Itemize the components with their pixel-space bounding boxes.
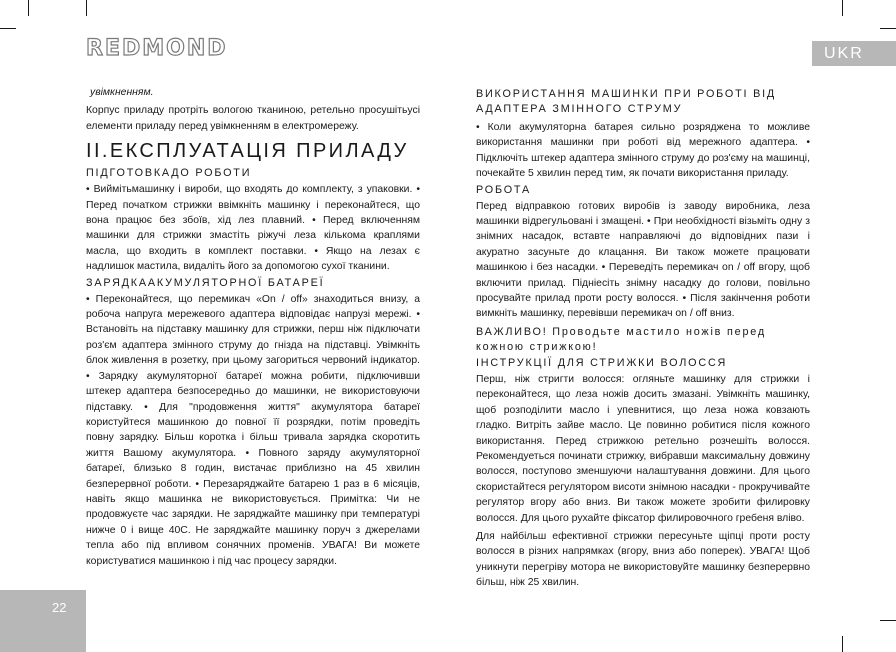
lead-text: увімкненням. bbox=[90, 87, 154, 98]
crop-mark bbox=[842, 0, 843, 16]
crop-mark bbox=[86, 0, 87, 16]
work-paragraph: Перед відправкою готових виробів із заводу виробника, леза машинки відрегульовані і змащені. • При необхідності візьміть одну з знімних насадок, вставте направляючі до відповідних пази і акуратно засуньте до клацання. Ви також можете працювати машинкою і без насадки. • Переведіть перемикач on / off вгору, щоб включити прилад. Підніесіть знімну насадку до голови, повільно просувайте прилад проти росту волосся. • Після закінчення роботи вимкніть машинку, перевівши перемикач on / off вниз. bbox=[476, 200, 810, 320]
heading-instructions: ІНСТРУКЦІЇ ДЛЯ СТРИЖКИ ВОЛОССЯ bbox=[476, 356, 728, 369]
heading-charging: ЗАРЯДКААКУМУЛЯТОРНОЇ БАТАРЕЇ bbox=[86, 276, 325, 289]
instructions-paragraph: Перш, ніж стригти волосся: огляньте машинку для стрижки і переконайтеся, що леза ножів досить змазані. Увімкніть машинку, щоб розподілити масло і упевнитися, що леза ножа ковзають гладко. Витріть зайве масло. Це повинно робитися після кожного використання. Перед стрижкою ретельно розчешіть волосся. Рекомендуеться починати стрижку, вибравши максимальну довжину волосся, поступово зменшуючи налаштування довжини. Для цього скористайтеся регулятором висоти знімною насадки - прокручивайте регулятор вгору або вниз. Ви також можете зробити филировку волосся. Для цього рухайте фіксатор филировочного гребеня вліво. bbox=[476, 373, 810, 524]
left-column bbox=[86, 85, 420, 569]
preparation-paragraph: • Виймітьмашинку і вироби, що входять до комплекту, з упаковки. • Перед початком стрижки ввімкніть машинку і переконайтеся, що вона працює без збоїв, хід лез плавний. • Перед включенням машинки для стрижки змастіть ріжучі леза кількома краплями масла, що входить в комплект поставки. • Якщо на лезах є надлишок мастила, видаліть його за допомогою сухої тканини. bbox=[86, 184, 420, 273]
crop-mark bbox=[0, 28, 16, 29]
cleaning-paragraph: Корпус приладу протріть вологою тканиною, ретельно просушітьусі елементи приладу перед увімкненням в електромережу. bbox=[86, 105, 420, 132]
crop-mark bbox=[842, 636, 843, 652]
footer-band bbox=[0, 590, 86, 652]
crop-mark bbox=[28, 0, 29, 16]
charging-paragraph: • Переконайтеся, що перемикач «On / off» знаходиться внизу, а робоча напруга мережевого адаптера відповідає напрузі мережі. • Встановіть на підставку машинку для стрижки, перш ніж підключати роз'єм адаптера змінного струму до гнізда на підставці. Увімкніть блок живлення в розетку, при цьому загориться червоний індикатор. • Зарядку акумуляторної батареї можна робити, підключивши штекер адаптера безпосередньо до машинки, не використовуючи підставку. • Для "продовження життя" акумулятора батареї користуйтеся машинкою до повної її розрядки, потім проведіть повну зарядку. Більш коротка і більш тривала зарядка скоротить життя Вашому акумулятора. • Повного заряду акумуляторної батареї, близько 8 годин, вистачає приблизно на 45 хвилин безперервної роботи. • Перезаряджайте батарею 1 раз в 6 місяців, навіть якщо машинка не використовується. Примітка: Чи не продовжуєте час зарядки. Не заряджайте машинку при температурі нижче 0 і вище 40С. Не заряджайте машинку поруч з джерелами тепла або під впливом сонячних променів. УВАГА! Ви можете користуватися машинкою і під час процесу зарядки. bbox=[86, 293, 420, 567]
brand-logo: REDMOND bbox=[86, 36, 228, 61]
crop-mark bbox=[880, 28, 896, 29]
page-number: 22 bbox=[52, 600, 67, 615]
crop-mark bbox=[880, 620, 896, 621]
final-paragraph: Для найбільш ефективної стрижки пересуньте щіпці проти росту волосся в різних напрямках (вгору, вниз або поперек). УВАГА! Щоб уникнути перегріву мотора не використовуйте машинку безперервно більш, ніж 25 хвилин. bbox=[476, 530, 810, 589]
right-column bbox=[476, 85, 810, 591]
heading-work: РОБОТА bbox=[476, 183, 531, 196]
heading-adapter: ВИКОРИСТАННЯ МАШИНКИ ПРИ РОБОТІ ВІД АДАПТЕРА ЗМІННОГО СТРУМУ bbox=[476, 88, 777, 115]
adapter-paragraph: • Коли акумуляторна батарея сильно розряджена то можливе використання машинки при роботі від мережного адаптера. • Підключіть штекер адаптера змінного струму до роз'єму на машинці, почекайте 5 хвилин перед тим, як почати використання приладу. bbox=[476, 122, 810, 180]
heading-preparation: ПІДГОТОВКАДО РОБОТИ bbox=[86, 167, 252, 180]
language-tab: UKR bbox=[812, 41, 896, 66]
section-title: II.ЕКСПЛУАТАЦІЯ ПРИЛАДУ bbox=[86, 140, 409, 163]
warning-text: ВАЖЛИВО! Проводьте мастило ножів перед кожною стрижкою! bbox=[476, 325, 766, 353]
